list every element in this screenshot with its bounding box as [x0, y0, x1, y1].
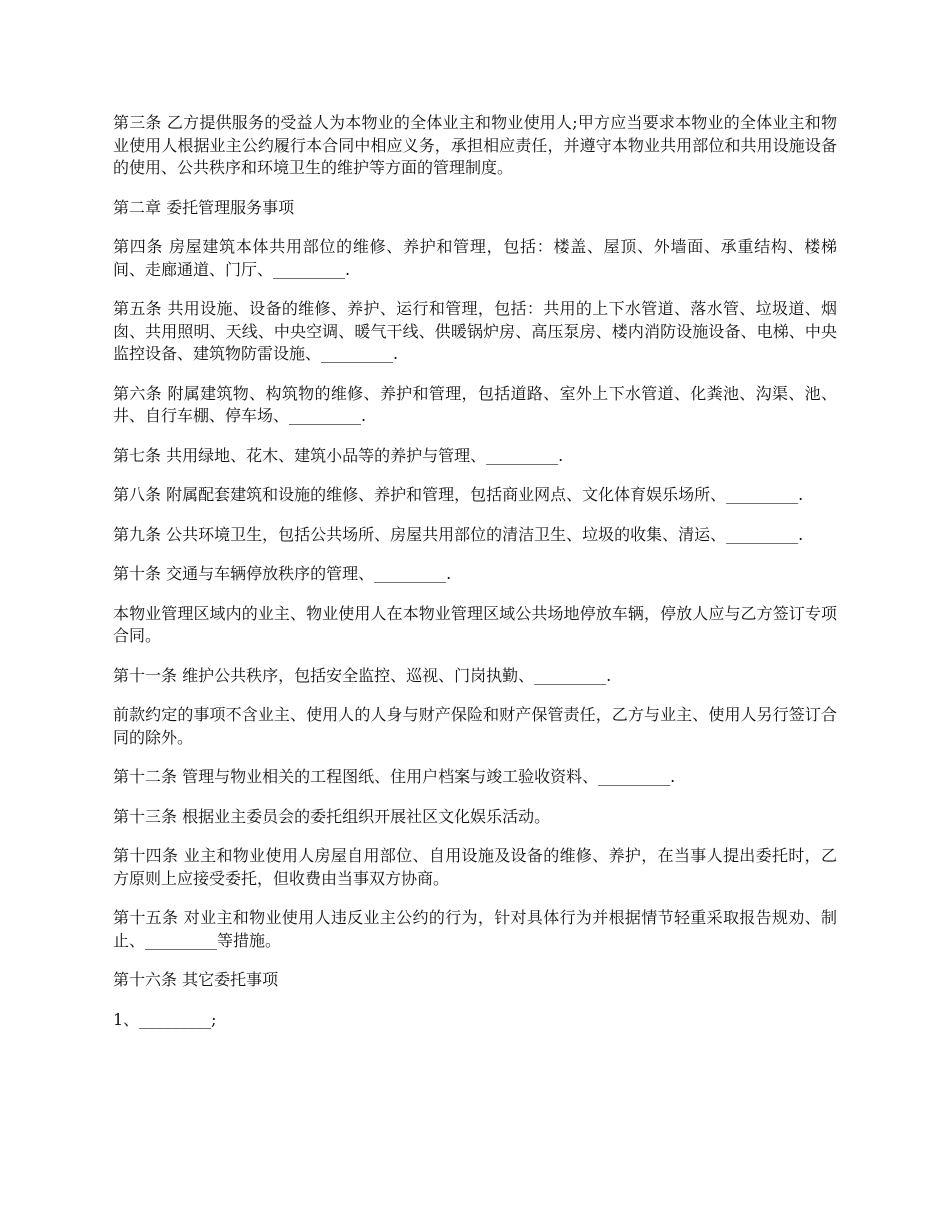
- article-11-paragraph: 第十一条 维护公共秩序，包括安全监控、巡视、门岗执勤、_________.: [113, 665, 612, 685]
- exclusion-paragraph: 前款约定的事项不含业主、使用人的人身与财产保险和财产保管责任，乙方与业主、使用人另行签订合同的除外。: [113, 705, 837, 747]
- article-12-paragraph: 第十二条 管理与物业相关的工程图纸、住用户档案与竣工验收资料、_________.: [113, 767, 676, 786]
- article-4-paragraph: 第四条 房屋建筑本体共用部位的维修、养护和管理，包括：楼盖、屋顶、外墙面、承重结构、楼梯间、走廊通道、门厅、_________.: [113, 237, 837, 279]
- chapter-2-heading: 第二章 委托管理服务事项: [113, 197, 295, 217]
- article-13-paragraph: 第十三条 根据业主委员会的委托组织开展社区文化娱乐活动。: [113, 806, 551, 826]
- article-15-paragraph: 第十五条 对业主和物业使用人违反业主公约的行为，针对具体行为并根据情节轻重采取报告规劝、制止、_________等措施。: [113, 908, 837, 950]
- document-page: [113, 112, 837, 1048]
- list-item-1: 1、_________;: [113, 1009, 217, 1029]
- article-16-paragraph: 第十六条 其它委托事项: [113, 970, 279, 989]
- article-10-paragraph: 第十条 交通与车辆停放秩序的管理、_________.: [113, 564, 452, 583]
- article-9-paragraph: 第九条 公共环境卫生，包括公共场所、房屋共用部位的清洁卫生、垃圾的收集、清运、_________.: [113, 524, 804, 544]
- article-14-paragraph: 第十四条 业主和物业使用人房屋自用部位、自用设施及设备的维修、养护，在当事人提出委托时，乙方原则上应接受委托，但收费由当事双方协商。: [113, 846, 837, 888]
- article-7-paragraph: 第七条 共用绿地、花木、建筑小品等的养护与管理、_________.: [113, 445, 564, 465]
- article-6-paragraph: 第六条 附属建筑物、构筑物的维修、养护和管理，包括道路、室外上下水管道、化粪池、沟渠、池、井、自行车棚、停车场、_________.: [113, 383, 837, 425]
- article-3-paragraph: 第三条 乙方提供服务的受益人为本物业的全体业主和物业使用人;甲方应当要求本物业的全体业主和物业使用人根据业主公约履行本合同中相应义务，承担相应责任，并遵守本物业共用部位和共用设施设备的使用、公共秩序和环境卫生的维护等方面的管理制度。: [113, 113, 837, 177]
- article-5-paragraph: 第五条 共用设施、设备的维修、养护、运行和管理，包括：共用的上下水管道、落水管、垃圾道、烟囱、共用照明、天线、中央空调、暖气干线、供暖锅炉房、高压泵房、楼内消防设施设备、电梯、中央监控设备、建筑物防雷设施、_________.: [113, 299, 837, 363]
- article-8-paragraph: 第八条 附属配套建筑和设施的维修、养护和管理，包括商业网点、文化体育娱乐场所、_________.: [113, 485, 804, 504]
- parking-paragraph: 本物业管理区域内的业主、物业使用人在本物业管理区域公共场地停放车辆，停放人应与乙方签订专项合同。: [113, 603, 837, 645]
